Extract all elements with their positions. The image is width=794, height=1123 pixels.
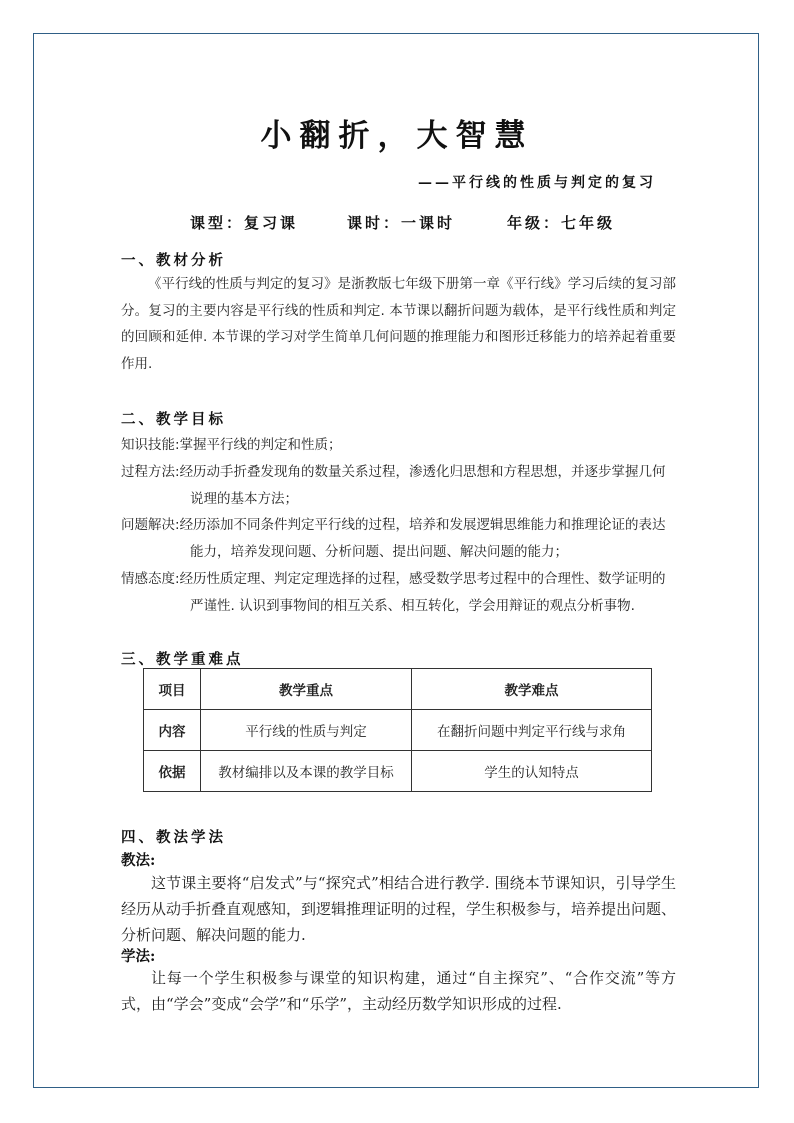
document-subtitle: ——平行线的性质与判定的复习: [418, 175, 656, 191]
analysis-paragraph: 《平行线的性质与判定的复习》是浙教版七年级下册第一章《平行线》学习后续的复习部分。复习的主要内容是平行线的性质和判定. 本节课以翻折问题为载体，是平行线性质和判定的回顾和延伸. 本节课的学习对学生简单几何问题的推理能力和图形迁移能力的培养起着重要作用.: [121, 276, 676, 372]
objective-text: 经历动手折叠发现角的数量关系过程，渗透化归思想和方程思想，并逐步掌握几何说理的基本方法；: [179, 464, 666, 507]
section-heading-methods: 四、教法学法: [121, 829, 226, 846]
lesson-hours: 课时：一课时: [347, 214, 456, 232]
objective-text: 经历性质定理、判定定理选择的过程，感受数学思考过程中的合理性、数学证明的严谨性. 认识到事物间的相互关系、相互转化，学会用辩证的观点分析事物.: [179, 571, 666, 614]
objective-label: 情感态度:: [121, 571, 180, 587]
section-heading-key-points: 三、教学重难点: [121, 651, 244, 668]
objective-item: [121, 512, 676, 565]
table-header-cell: 教学重点: [201, 669, 412, 710]
teaching-method-paragraph: 这节课主要将“启发式”与“探究式”相结合进行教学. 围绕本节课知识，引导学生经历从动手折叠直观感知，到逻辑推理证明的过程，学生积极参与，培养提出问题、分析问题、解决问题的能力.: [121, 874, 677, 944]
objective-text: 经历添加不同条件判定平行线的过程，培养和发展逻辑思维能力和推理论证的表达能力，培养发现问题、分析问题、提出问题、解决问题的能力；: [179, 517, 666, 560]
learning-method-label: 学法:: [121, 948, 156, 965]
section-heading-objectives: 二、教学目标: [121, 411, 226, 428]
table-cell: 教材编排以及本课的教学目标: [201, 751, 412, 792]
objective-text: 掌握平行线的判定和性质；: [179, 437, 342, 453]
table-header-cell: 教学难点: [412, 669, 652, 710]
table-row: [144, 751, 652, 792]
table-header-cell: 项目: [144, 669, 201, 710]
lesson-grade: 年级：七年级: [507, 214, 616, 232]
table-row: [144, 710, 652, 751]
learning-method-paragraph: 让每一个学生积极参与课堂的知识构建，通过“自主探究”、“合作交流”等方式，由“学会”变成“会学”和“乐学”，主动经历数学知识形成的过程.: [121, 969, 676, 1013]
teaching-method-label: 教法:: [121, 852, 156, 869]
document-title: 小翻折，大智慧: [260, 118, 534, 154]
objective-label: 过程方法:: [121, 464, 180, 480]
table-cell: 平行线的性质与判定: [201, 710, 412, 751]
table-cell: 学生的认知特点: [412, 751, 652, 792]
key-points-table: [143, 668, 652, 792]
objective-label: 问题解决:: [121, 517, 180, 533]
objective-item: [121, 566, 676, 619]
table-cell: 依据: [144, 751, 201, 792]
objective-label: 知识技能:: [121, 437, 180, 453]
lesson-type: 课型：复习课: [190, 214, 299, 232]
section-heading-analysis: 一、教材分析: [121, 252, 226, 269]
table-cell: 在翻折问题中判定平行线与求角: [412, 710, 652, 751]
table-cell: 内容: [144, 710, 201, 751]
objective-item: [121, 459, 676, 512]
table-header-row: [144, 669, 652, 710]
objective-item: [121, 432, 676, 459]
